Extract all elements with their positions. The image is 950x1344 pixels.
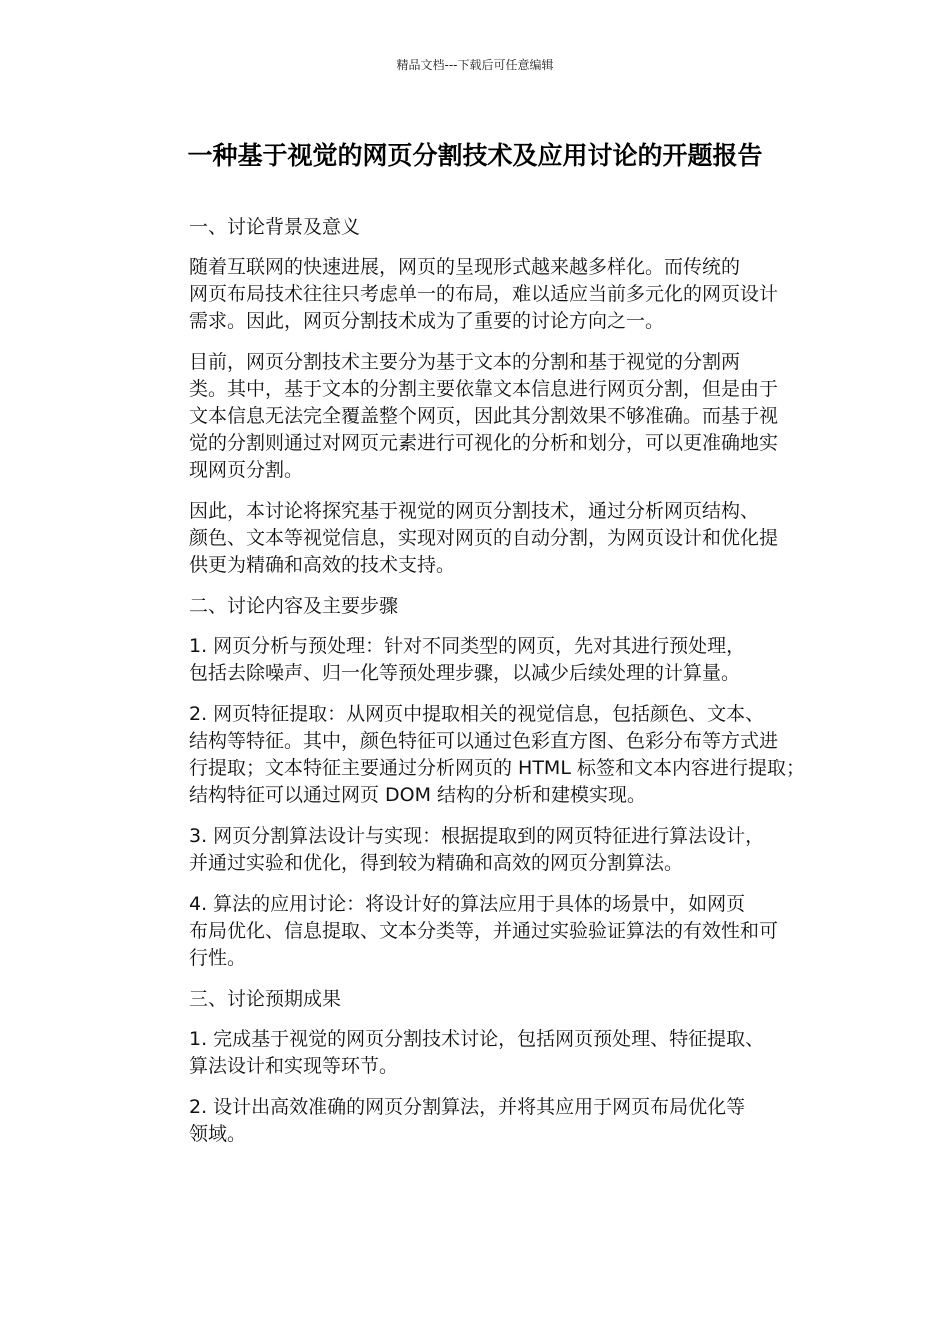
body-paragraph (145, 1094, 807, 1148)
document-title: 一种基于视觉的网页分割技术及应用讨论的开题报告 (187, 141, 763, 170)
text-line: 类。其中，基于文本的分割主要依靠文本信息进行网页分割，但是由于 (189, 378, 779, 400)
text-line: 布局优化、信息提取、文本分类等，并通过实验验证算法的有效性和可 (189, 920, 779, 942)
text-line: 结构等特征。其中，颜色特征可以通过色彩直方图、色彩分布等方式进 (189, 730, 779, 752)
body-paragraph (145, 823, 807, 877)
body-paragraph (145, 349, 807, 484)
body-paragraph (145, 633, 807, 687)
text-line: 一、讨论背景及意义 (189, 216, 361, 238)
text-line: 包括去除噪声、归一化等预处理步骤，以减少后续处理的计算量。 (189, 662, 741, 684)
body-paragraph (145, 701, 807, 809)
text-line: 网页布局技术往往只考虑单一的布局，难以适应当前多元化的网页设计 (189, 283, 779, 305)
text-line: 颜色、文本等视觉信息，实现对网页的自动分割，为网页设计和优化提 (189, 527, 779, 549)
section-heading (145, 986, 807, 1013)
body-paragraph (145, 254, 807, 335)
text-line: 2. 网页特征提取：从网页中提取相关的视觉信息，包括颜色、文本、 (189, 703, 765, 725)
text-line: 觉的分割则通过对网页元素进行可视化的分析和划分，可以更准确地实 (189, 432, 779, 454)
text-line: 因此，本讨论将探究基于视觉的网页分割技术，通过分析网页结构、 (189, 500, 760, 522)
section-heading (145, 214, 807, 241)
document-body (145, 214, 807, 1162)
text-line: 3. 网页分割算法设计与实现：根据提取到的网页特征进行算法设计， (189, 825, 765, 847)
text-line: 随着互联网的快速进展，网页的呈现形式越来越多样化。而传统的 (189, 256, 741, 278)
text-line: 现网页分割。 (189, 459, 304, 481)
text-line: 1. 完成基于视觉的网页分割技术讨论，包括网页预处理、特征提取、 (189, 1028, 765, 1050)
text-line: 需求。因此，网页分割技术成为了重要的讨论方向之一。 (189, 310, 665, 332)
body-paragraph (145, 498, 807, 579)
body-paragraph (145, 891, 807, 972)
text-line: 文本信息无法完全覆盖整个网页，因此其分割效果不够准确。而基于视 (189, 405, 779, 427)
section-heading (145, 593, 807, 620)
text-line: 行提取；文本特征主要通过分析网页的 HTML 标签和文本内容进行提取； (189, 757, 805, 779)
text-line: 1. 网页分析与预处理：针对不同类型的网页，先对其进行预处理， (189, 635, 746, 657)
text-line: 4. 算法的应用讨论：将设计好的算法应用于具体的场景中，如网页 (189, 893, 746, 915)
text-line: 2. 设计出高效准确的网页分割算法，并将其应用于网页布局优化等 (189, 1096, 746, 1118)
body-paragraph (145, 1026, 807, 1080)
text-line: 领域。 (189, 1123, 247, 1145)
text-line: 目前，网页分割技术主要分为基于文本的分割和基于视觉的分割两 (189, 351, 741, 373)
text-line: 二、讨论内容及主要步骤 (189, 595, 399, 617)
text-line: 行性。 (189, 947, 247, 969)
text-line: 三、讨论预期成果 (189, 988, 342, 1010)
text-line: 并通过实验和优化，得到较为精确和高效的网页分割算法。 (189, 852, 684, 874)
text-line: 算法设计和实现等环节。 (189, 1055, 399, 1077)
text-line: 结构特征可以通过网页 DOM 结构的分析和建模实现。 (189, 784, 647, 806)
page-header: 精品文档---下载后可任意编辑 (396, 58, 554, 72)
text-line: 供更为精确和高效的技术支持。 (189, 554, 456, 576)
